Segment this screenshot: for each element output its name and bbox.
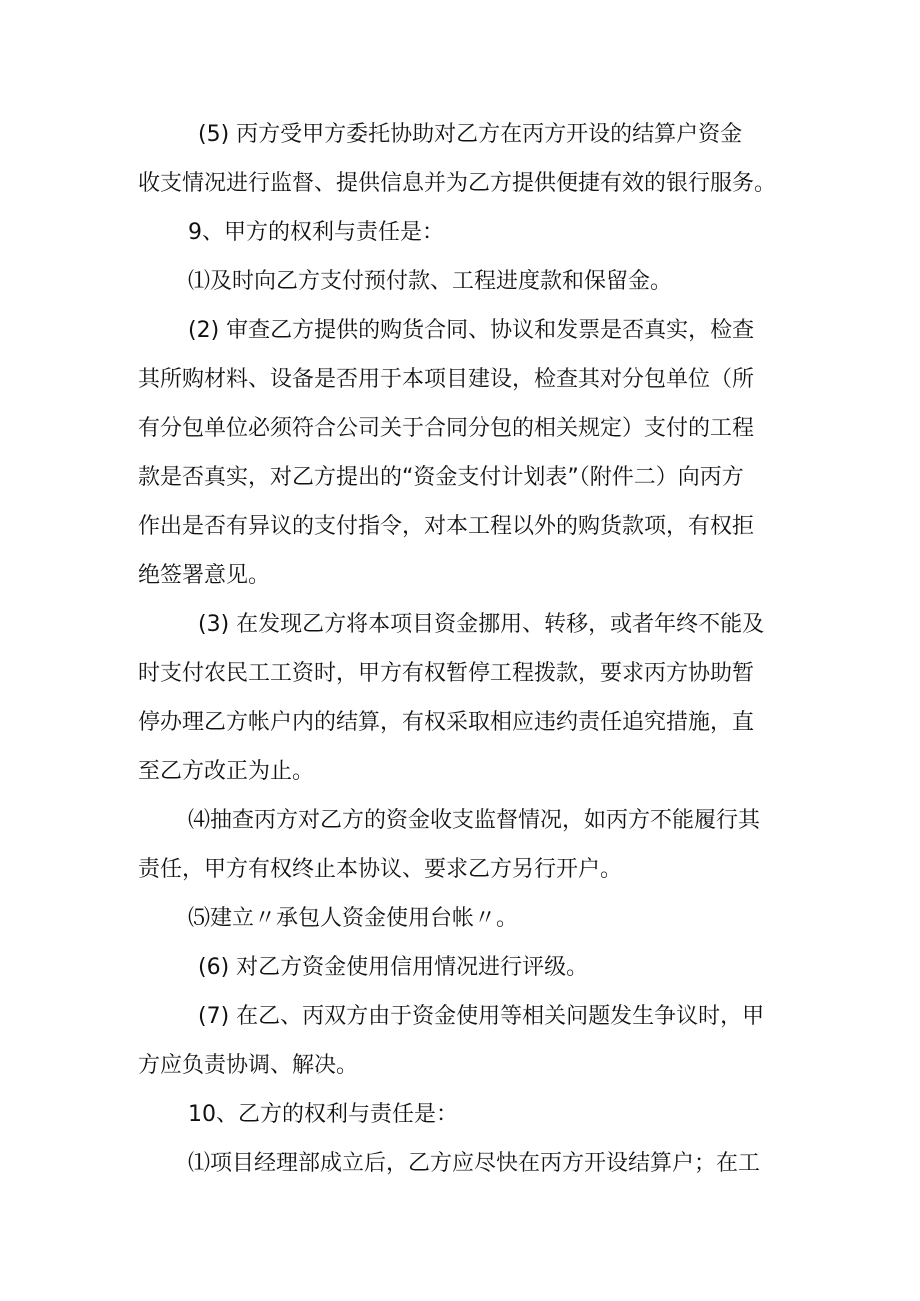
paragraph-line: (7) 在乙、丙双方由于资金使用等相关问题发生争议时，甲 [198,1004,765,1029]
paragraph-line: 作出是否有异议的支付指令，对本工程以外的购货款项，有权拒 [138,514,755,539]
paragraph-line: 绝签署意见。 [138,563,271,588]
paragraph-line: 款是否真实，对乙方提出的“资金支付计划表”（附件二）向丙方 [138,465,744,490]
paragraph-line: 时支付农民工工资时，甲方有权暂停工程拨款，要求丙方协助暂 [138,661,755,686]
paragraph-line: 有分包单位必须符合公司关于合同分包的相关规定）支付的工程 [138,416,755,441]
section-heading: 9、甲方的权利与责任是： [188,220,444,245]
paragraph-line: (6) 对乙方资金使用信用情况进行评级。 [198,955,589,980]
paragraph-line: ⑸建立〃承包人资金使用台帐〃。 [188,906,519,931]
paragraph-line: 停办理乙方帐户内的结算，有权采取相应违约责任追究措施，直 [138,710,755,735]
paragraph-line: ⑴及时向乙方支付预付款、工程进度款和保留金。 [188,269,673,294]
paragraph-line: 方应负责协调、解决。 [138,1053,359,1078]
paragraph-line: 其所购材料、设备是否用于本项目建设，检查其对分包单位（所 [138,367,755,392]
paragraph-line: ⑴项目经理部成立后，乙方应尽快在丙方开设结算户；在工 [188,1151,761,1176]
section-heading: 10、乙方的权利与责任是： [188,1102,458,1127]
paragraph-line: (5) 丙方受甲方委托协助对乙方在丙方开设的结算户资金 [198,122,743,147]
paragraph-line: ⑷抽查丙方对乙方的资金收支监督情况，如丙方不能履行其 [188,808,761,833]
paragraph-line: 责任，甲方有权终止本协议、要求乙方另行开户。 [138,857,623,882]
paragraph-line: 至乙方改正为止。 [138,759,315,784]
paragraph-line: 收支情况进行监督、提供信息并为乙方提供便捷有效的银行服务。 [138,171,777,196]
paragraph-line: (2) 审查乙方提供的购货合同、协议和发票是否真实，检查 [188,318,755,343]
paragraph-line: (3) 在发现乙方将本项目资金挪用、转移，或者年终不能及 [198,612,765,637]
